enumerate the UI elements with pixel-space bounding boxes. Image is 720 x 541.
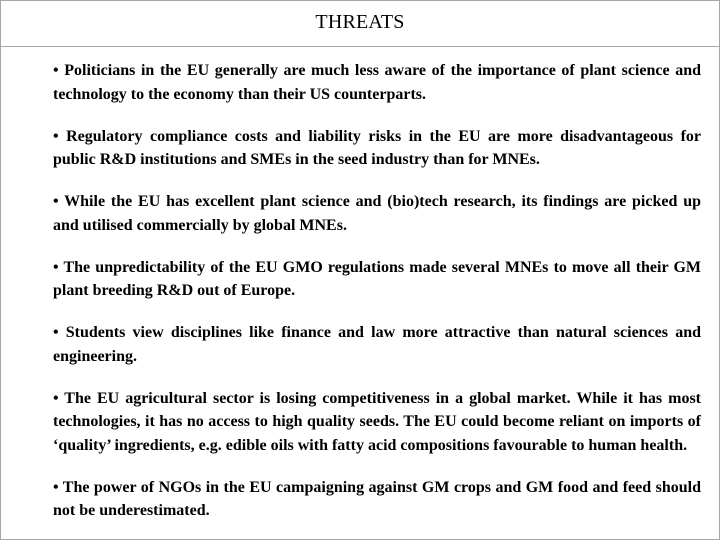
threat-item-ngo-power: • The power of NGOs in the EU campaigning against GM crops and GM food and feed should not be underestimated. (53, 478, 701, 519)
threat-item-students: • Students view disciplines like finance and law more attractive than natural sciences and engineering. (53, 324, 701, 365)
threat-item-politicians: • Politicians in the EU generally are much less aware of the importance of plant science and technology to the economy than their US counterparts. (53, 62, 701, 103)
threat-item-agricultural-competitiveness: • The EU agricultural sector is losing competitiveness in a global market. While it has most technologies, it has no access to high quality seeds. The EU could become reliant on imports of ‘quality’ ingredients, e.g. edible oils with fatty acid compositions favourable to human health. (53, 389, 701, 454)
threats-list (53, 59, 701, 541)
title-cell (1, 1, 719, 47)
threat-item-research-findings: • While the EU has excellent plant science and (bio)tech research, its findings are picked up and utilised commercially by global MNEs. (53, 193, 701, 234)
page-title: THREATS (315, 11, 405, 33)
threat-item-gmo-unpredictability: • The unpredictability of the EU GMO regulations made several MNEs to move all their GM plant breeding R&D out of Europe. (53, 258, 701, 299)
threat-item-regulatory-costs: • Regulatory compliance costs and liability risks in the EU are more disadvantageous for public R&D institutions and SMEs in the seed industry than for MNEs. (53, 127, 701, 168)
